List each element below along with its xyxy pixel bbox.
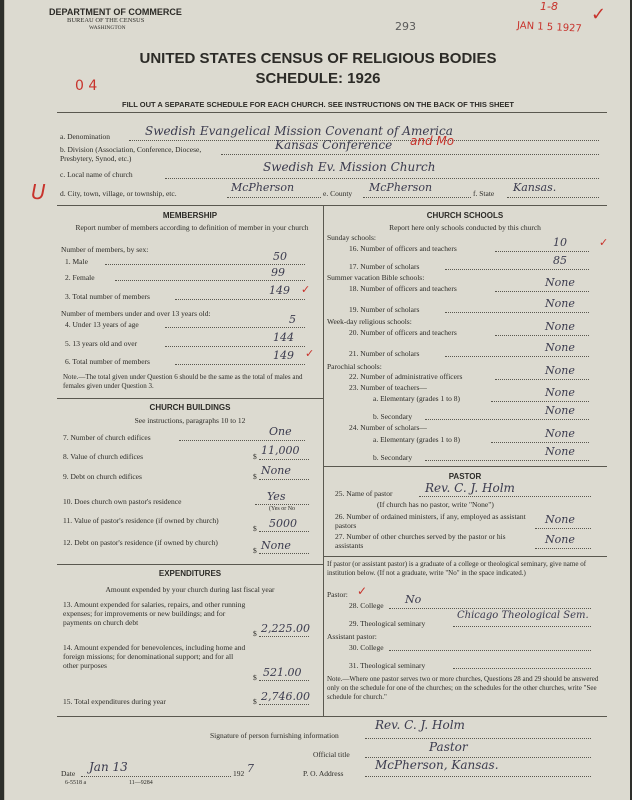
year-prefix: 192 <box>233 769 245 778</box>
q8-value: 11,000 <box>261 444 300 457</box>
q24a-label: a. Elementary (grades 1 to 8) <box>373 435 461 444</box>
q18-label: 18. Number of officers and teachers <box>349 284 457 293</box>
margin-mark: U <box>31 180 46 204</box>
signature-label: Signature of person furnishing information <box>210 731 339 740</box>
q13-value: 2,225.00 <box>261 622 310 635</box>
date-label: Date <box>61 769 76 778</box>
q21-label: 21. Number of scholars <box>349 349 420 358</box>
instruction-line: FILL OUT A SEPARATE SCHEDULE FOR EACH CHURCH. SEE INSTRUCTIONS ON THE BACK OF THIS SHEET <box>122 100 514 109</box>
assistant-label: Assistant pastor: <box>327 632 377 641</box>
q9-label: 9. Debt on church edifices <box>63 472 142 481</box>
q24b-label: b. Secondary <box>373 453 413 462</box>
q14-label: 14. Amount expended for benevolences, including home and foreign missions; for denominational support; and for all other purposes <box>63 643 246 670</box>
po-address-label: P. O. Address <box>303 769 344 778</box>
q6-label: 6. Total number of members <box>65 357 150 366</box>
q28-value: No <box>405 593 422 606</box>
graduate-note: If pastor (or assistant pastor) is a graduate of a college or theological seminary, give name of institution below. (If not a graduate, write "No" in the space indicated.) <box>327 560 587 577</box>
signature-value: Rev. C. J. Holm <box>375 718 465 732</box>
date-value: Jan 13 <box>89 760 128 774</box>
q10-value: Yes <box>267 490 286 503</box>
print-number: 11—9284 <box>129 780 153 786</box>
q26-value: None <box>545 513 575 526</box>
serial-number: 293 <box>395 20 416 33</box>
year-value: 7 <box>247 762 254 775</box>
membership-note: Note.—The total given under Question 6 should be the same as the total of males and females given under Question 3. <box>63 373 303 390</box>
q29-value: Chicago Theological Sem. <box>457 610 589 621</box>
q7-label: 7. Number of church edifices <box>63 433 151 442</box>
buildings-heading: CHURCH BUILDINGS <box>149 403 231 412</box>
q13-label: 13. Amount expended for salaries, repairs, and other running expenses; for improvements or new buildings; and for payments on church debt <box>63 600 246 627</box>
q11-value: 5000 <box>269 517 297 530</box>
q7-value: One <box>269 425 292 438</box>
q28-label: 28. College <box>349 601 384 610</box>
parochial-label: Parochial schools: <box>327 362 382 371</box>
bureau-label: BUREAU OF THE CENSUS <box>67 17 145 24</box>
q25-hint: (If church has no pastor, write "None") <box>377 500 494 509</box>
grid-top <box>57 205 607 206</box>
q26-label: 26. Number of ordained ministers, if any, employed as assistant pastors <box>335 512 526 530</box>
q19-value: None <box>545 297 575 310</box>
q10-label: 10. Does church own pastor's residence <box>63 497 182 506</box>
official-title-label: Official title <box>313 750 350 759</box>
q27-value: None <box>545 533 575 546</box>
summer-label: Summer vacation Bible schools: <box>327 273 425 282</box>
grid-bottom <box>57 716 607 717</box>
q14-value: 521.00 <box>263 666 302 679</box>
q21-value: None <box>545 341 575 354</box>
column-divider <box>323 205 324 716</box>
check-mark-icon: ✓ <box>305 347 315 360</box>
q27-label: 27. Number of other churches served by the pastor or his assistants <box>335 532 506 550</box>
po-address-value: McPherson, Kansas. <box>375 758 499 772</box>
q4-label: 4. Under 13 years of age <box>65 320 139 329</box>
q24a-value: None <box>545 427 575 440</box>
q24-label: 24. Number of scholars— <box>349 423 427 432</box>
q16-value: 10 <box>553 236 567 249</box>
city-field-value: McPherson <box>231 181 295 194</box>
q2-value: 99 <box>271 266 285 279</box>
q6-value: 149 <box>273 349 294 362</box>
q12-label: 12. Debt on pastor's residence (if owned by church) <box>63 538 218 547</box>
q8-label: 8. Value of church edifices <box>63 452 144 461</box>
expenditures-heading: EXPENDITURES <box>158 569 222 578</box>
q25-value: Rev. C. J. Holm <box>425 481 515 495</box>
q15-label: 15. Total expenditures during year <box>63 697 166 706</box>
divider <box>57 112 607 113</box>
denomination-label: a. Denomination <box>60 132 110 141</box>
denomination-value: Swedish Evangelical Mission Covenant of America <box>145 124 453 138</box>
membership-heading: MEMBERSHIP <box>162 211 218 220</box>
age-label: Number of members under and over 13 years old: <box>61 309 211 318</box>
q20-value: None <box>545 320 575 333</box>
form-title: UNITED STATES CENSUS OF RELIGIOUS BODIES <box>139 50 497 67</box>
q3-value: 149 <box>269 284 290 297</box>
division-value: Kansas Conference <box>275 138 393 152</box>
check-mark-icon: ✓ <box>591 4 607 25</box>
state-label: f. State <box>473 189 495 198</box>
sex-label: Number of members, by sex: <box>61 245 149 254</box>
schools-heading: CHURCH SCHOOLS <box>426 211 504 220</box>
q1-value: 50 <box>273 250 287 263</box>
schedule-title: SCHEDULE: 1926 <box>255 70 381 87</box>
q24b-value: None <box>545 445 575 458</box>
q1-label: 1. Male <box>65 257 88 266</box>
q11-label: 11. Value of pastor's residence (if owned by church) <box>63 516 219 525</box>
county-value: McPherson <box>369 181 433 194</box>
q31-label: 31. Theological seminary <box>349 661 426 670</box>
red-tick: ✓ <box>357 584 368 598</box>
q17-label: 17. Number of scholars <box>349 262 420 271</box>
pastor-heading: PASTOR <box>448 472 482 481</box>
q5-value: 144 <box>273 331 294 344</box>
census-schedule-sheet: DEPARTMENT OF COMMERCE BUREAU OF THE CENSUS WASHINGTON 293 JAN 1 5 1927 1-8 ✓ UNITED STATES CENSUS OF RELIGIOUS BODIES SCHEDULE: 1926 0 4 FILL OUT A SEPARATE SCHEDULE FOR EACH CHURCH. SEE INSTRUCTIONS ON THE BACK OF THIS SHEET a. Denomination Swedish Evangelical Mission Covenant of America b. Division (Association, Conference, Diocese, Presbytery, Synod, etc.) Kansas Conference and Mo c. Local name of church Swedish Ev. Mission Church U d. City, town, village, or township, etc. McPherson e. County McPherson f. State Kansas. MEMBERSHIP Report number of members according to definition of member in your church Number of members, by sex: 1. Male 50 2. Female 99 3. Total number of members 149 ✓ Number of members under and over 13 years old: 4. Under 13 years of age 5 5. 13 years old and over 144 6. Total number of members 149 ✓ Note.—The total given under Question 6 should be the same as the total of males and females given under Question 3. CHURCH BUILDINGS See instructions, paragraphs 10 to 12 7. Number of church edifices One 8. Value of church edifices $ 11,000 9. Debt on church edifices $ None 10. Does church own pastor's residence Yes (Yes or No 11. Value of pastor's residence (if owned by church) $ 5000 12. Debt on pastor's residence (if owned by church) $ None EXPENDITURES Amount expended by your church during last fiscal year 13. Amount expended for salaries, repairs, and other running expenses; for improvements or new buildings; and for payments on church debt $ 2,225.00 14. Amount expended for benevolences, including home and foreign missions; for denominational support; and for all other purposes $ 521.00 15. Total expenditures during year $ 2,746.00 CHURCH SCHOOLS Report here only schools conducted by this church Sunday schools: 16. Number of officers and teachers 10 ✓ 17. Number of scholars 85 Summer vacation Bible schools: 18. Number of officers and teachers None 19. Number of scholars None Week-day religious schools: 20. Number of officers and teachers None 21. Number of scholars None Parochial schools: 22. Number of administrative officers None 23. Number of teachers— a. Elementary (grades 1 to 8) None b. Secondary None 24. Number of scholars— a. Elementary (grades 1 to 8) None b. Secondary None PASTOR 25. Name of pastor Rev. C. J. Holm (If church has no pastor, write "None") 26. Number of ordained ministers, if any, employed as assistant pastors None 27. Number of other churches served by the pastor or his assistants None If pastor (or assistant pastor) is a graduate of a college or theological seminary, give name of institution below. (If not a graduate, write "No" in the space indicated.) Pastor: ✓ 28. College No 29. Theological seminary Chicago Theological Sem. Assistant pastor: 30. College 31. Theological seminary Note.—Where one pastor serves two or more churches, Questions 28 and 29 should be answered only on the schedule for one of the churches; on the schedules for the other churches, write "See schedule for church." Signature of person furnishing information Rev. C. J. Holm Official title Pastor Date Jan 13 192 7 P. O. Address McPherson, Kansas. 6-5518 a 11—9284 <box>4 0 630 800</box>
q29-label: 29. Theological seminary <box>349 619 426 628</box>
q20-label: 20. Number of officers and teachers <box>349 328 457 337</box>
red-code: 0 4 <box>75 78 98 94</box>
city-label: WASHINGTON <box>89 25 126 31</box>
membership-intro: Report number of members according to definition of member in your church <box>75 223 309 232</box>
weekday-label: Week-day religious schools: <box>327 317 412 326</box>
local-name-value: Swedish Ev. Mission Church <box>263 160 436 174</box>
department-label: DEPARTMENT OF COMMERCE <box>49 7 182 17</box>
q9-value: None <box>261 464 291 477</box>
check-mark-icon: ✓ <box>301 283 311 296</box>
q23-label: 23. Number of teachers— <box>349 383 427 392</box>
city-field-label: d. City, town, village, or township, etc. <box>60 189 177 198</box>
q22-label: 22. Number of administrative officers <box>349 372 463 381</box>
pastor-sub-label: Pastor: <box>327 590 348 599</box>
county-label: e. County <box>323 189 353 198</box>
division-correction: and Mo <box>410 134 455 148</box>
q19-label: 19. Number of scholars <box>349 305 420 314</box>
q22-value: None <box>545 364 575 377</box>
q12-value: None <box>261 539 291 552</box>
q3-label: 3. Total number of members <box>65 292 150 301</box>
division-label: b. Division (Association, Conference, Diocese, Presbytery, Synod, etc.) <box>60 145 202 163</box>
official-title-value: Pastor <box>429 740 468 754</box>
q17-value: 85 <box>553 254 567 267</box>
pastor-note: Note.—Where one pastor serves two or more churches, Questions 28 and 29 should be answered only on the schedule for one of the churches; on the schedules for the other churches, write "See schedule for church." <box>327 675 599 701</box>
q5-label: 5. 13 years old and over <box>65 339 138 348</box>
check-mark-icon: ✓ <box>599 236 609 249</box>
corner-note: 1-8 <box>540 0 558 13</box>
sunday-label: Sunday schools: <box>327 233 376 242</box>
state-value: Kansas. <box>513 181 557 194</box>
q18-value: None <box>545 276 575 289</box>
q15-value: 2,746.00 <box>261 690 310 703</box>
q23b-label: b. Secondary <box>373 412 413 421</box>
q23a-label: a. Elementary (grades 1 to 8) <box>373 394 461 403</box>
local-name-label: c. Local name of church <box>60 170 133 179</box>
q4-value: 5 <box>289 313 296 326</box>
q23a-value: None <box>545 386 575 399</box>
buildings-sub: See instructions, paragraphs 10 to 12 <box>134 416 246 425</box>
q2-label: 2. Female <box>65 273 95 282</box>
expenditures-sub: Amount expended by your church during last fiscal year <box>105 585 275 594</box>
q25-label: 25. Name of pastor <box>335 489 393 498</box>
received-stamp: JAN 1 5 1927 <box>516 20 583 35</box>
q10-hint: (Yes or No <box>269 506 296 512</box>
schools-sub: Report here only schools conducted by this church <box>389 223 541 232</box>
form-number: 6-5518 a <box>65 780 87 786</box>
q30-label: 30. College <box>349 643 384 652</box>
q23b-value: None <box>545 404 575 417</box>
q16-label: 16. Number of officers and teachers <box>349 244 457 253</box>
